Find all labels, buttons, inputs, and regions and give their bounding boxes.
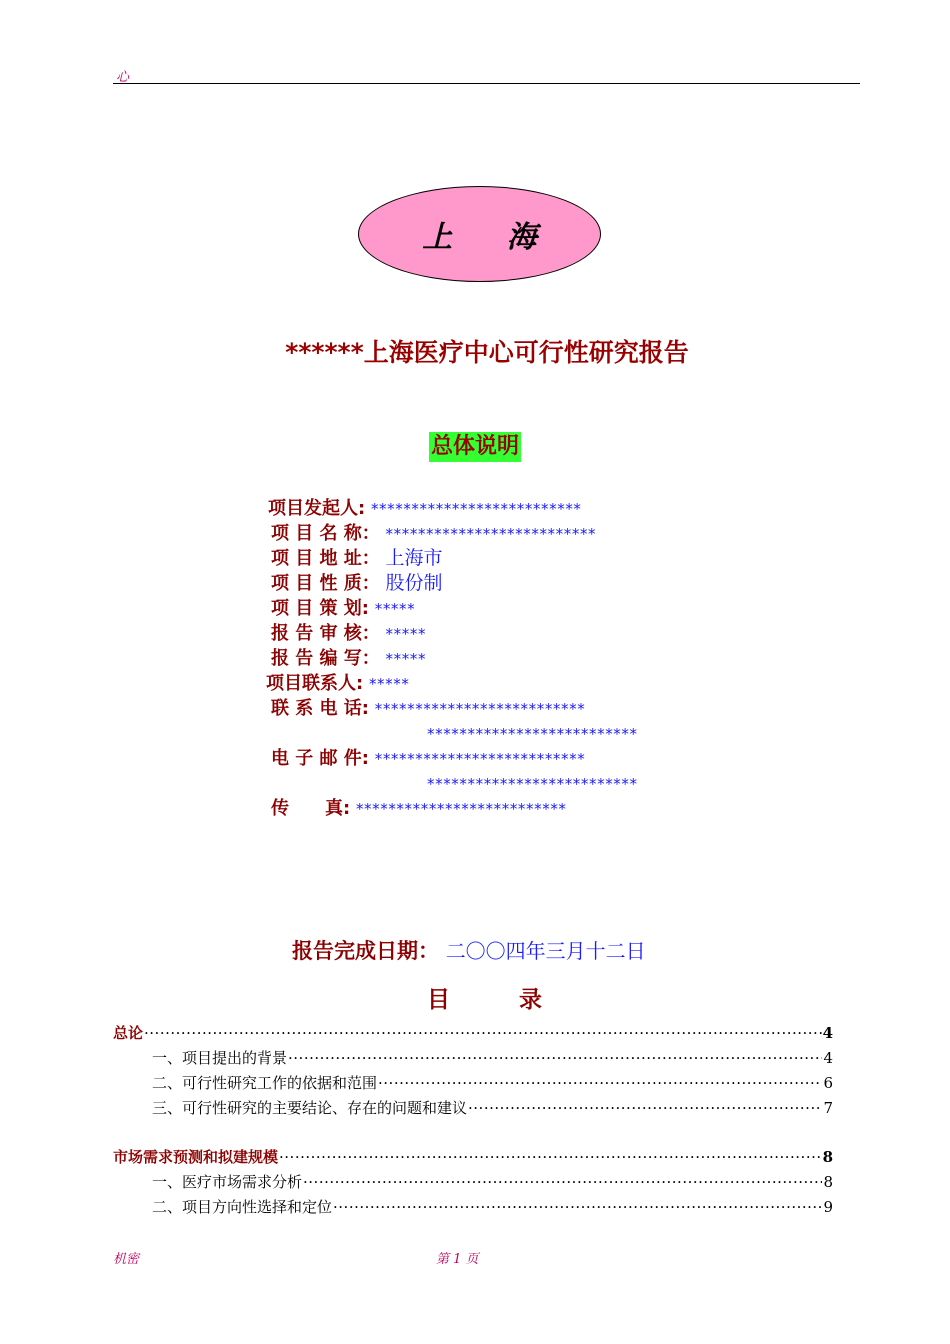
toc-entry-page: 4 bbox=[822, 1024, 833, 1042]
toc-leader bbox=[288, 1049, 822, 1067]
logo-ellipse bbox=[358, 186, 601, 282]
toc-leader bbox=[303, 1173, 822, 1191]
toc-entry-text: 二、可行性研究工作的依据和范围 bbox=[152, 1074, 378, 1092]
info-label: 报 告 编 写： bbox=[271, 648, 380, 669]
toc-leader bbox=[468, 1099, 822, 1117]
report-date bbox=[292, 935, 646, 965]
toc-entry-text: 一、项目提出的背景 bbox=[152, 1049, 288, 1067]
toc-entry[interactable] bbox=[152, 1097, 833, 1118]
info-value: ************************** bbox=[374, 700, 586, 718]
info-label: 报 告 审 核： bbox=[271, 623, 380, 644]
toc-entry-page: 8 bbox=[823, 1173, 833, 1191]
toc-entry-text: 市场需求预测和拟建规模 bbox=[113, 1148, 279, 1166]
toc-entry-page: 8 bbox=[822, 1148, 833, 1166]
page-header-text: 心 bbox=[116, 70, 130, 85]
info-row-phone bbox=[271, 696, 585, 722]
toc-entry-text: 总论 bbox=[113, 1024, 144, 1042]
toc-entry[interactable] bbox=[113, 1022, 833, 1043]
info-value: ************************** bbox=[355, 800, 567, 818]
toc-entry[interactable] bbox=[152, 1171, 833, 1192]
info-label: 项目发起人: bbox=[268, 498, 366, 519]
toc-entry[interactable] bbox=[152, 1072, 833, 1093]
info-value: 股份制 bbox=[385, 572, 443, 594]
info-label: 项 目 名 称： bbox=[271, 523, 380, 544]
logo-text: 上 海 bbox=[422, 220, 559, 255]
toc-leader bbox=[144, 1024, 822, 1042]
info-label: 项目联系人: bbox=[266, 673, 364, 694]
toc-entry-page: 6 bbox=[823, 1074, 833, 1092]
report-date-value: 二〇〇四年三月十二日 bbox=[445, 939, 646, 963]
info-row-sponsor bbox=[268, 496, 582, 522]
info-value: ***** bbox=[385, 625, 427, 643]
info-label: 电 子 邮 件: bbox=[271, 748, 369, 769]
toc-title: 目 录 bbox=[427, 987, 542, 1013]
info-value: ***** bbox=[368, 675, 410, 693]
info-row-project-name bbox=[271, 521, 596, 547]
header-rule bbox=[113, 83, 860, 84]
toc-entry[interactable] bbox=[152, 1196, 833, 1217]
toc-leader bbox=[378, 1074, 822, 1092]
toc-entry-text: 三、可行性研究的主要结论、存在的问题和建议 bbox=[152, 1099, 468, 1117]
info-value: ***** bbox=[385, 650, 427, 668]
info-row-fax bbox=[271, 796, 567, 822]
toc-entry-page: 7 bbox=[823, 1099, 833, 1117]
info-value: ************************** bbox=[427, 775, 638, 793]
info-row-writer bbox=[271, 646, 426, 672]
toc-entry[interactable] bbox=[152, 1047, 833, 1068]
info-row-address bbox=[271, 546, 443, 571]
toc-entry[interactable] bbox=[113, 1146, 833, 1167]
info-value: ************************** bbox=[385, 525, 597, 543]
toc-leader bbox=[333, 1198, 822, 1216]
toc-leader bbox=[279, 1148, 822, 1166]
info-value: ************************** bbox=[427, 725, 638, 743]
info-row-email-2 bbox=[427, 771, 638, 797]
info-value: 上海市 bbox=[385, 547, 443, 569]
info-row-nature bbox=[271, 571, 443, 596]
info-value: ************************** bbox=[374, 750, 586, 768]
info-label: 联 系 电 话: bbox=[271, 698, 369, 719]
info-row-email bbox=[271, 746, 585, 772]
toc-entry-page: 4 bbox=[823, 1049, 833, 1067]
info-row-phone-2 bbox=[427, 721, 638, 747]
info-row-review bbox=[271, 621, 426, 647]
info-value: ***** bbox=[374, 600, 416, 618]
toc-entry-text: 一、医疗市场需求分析 bbox=[152, 1173, 303, 1191]
info-label: 项 目 地 址： bbox=[271, 548, 380, 569]
info-value: ************************** bbox=[370, 500, 582, 518]
document-title: ******上海医疗中心可行性研究报告 bbox=[285, 338, 689, 367]
section-heading: 总体说明 bbox=[429, 432, 521, 462]
footer-page-number: 第 1 页 bbox=[436, 1252, 479, 1267]
info-label: 项 目 策 划: bbox=[271, 598, 369, 619]
info-row-contact bbox=[266, 671, 409, 697]
toc-entry-text: 二、项目方向性选择和定位 bbox=[152, 1198, 333, 1216]
info-label: 传 真: bbox=[271, 798, 351, 819]
info-row-planning bbox=[271, 596, 415, 622]
info-label: 项 目 性 质： bbox=[271, 573, 380, 594]
footer-confidential: 机密 bbox=[113, 1252, 140, 1267]
toc-entry-page: 9 bbox=[823, 1198, 833, 1216]
report-date-label: 报告完成日期： bbox=[292, 939, 439, 963]
